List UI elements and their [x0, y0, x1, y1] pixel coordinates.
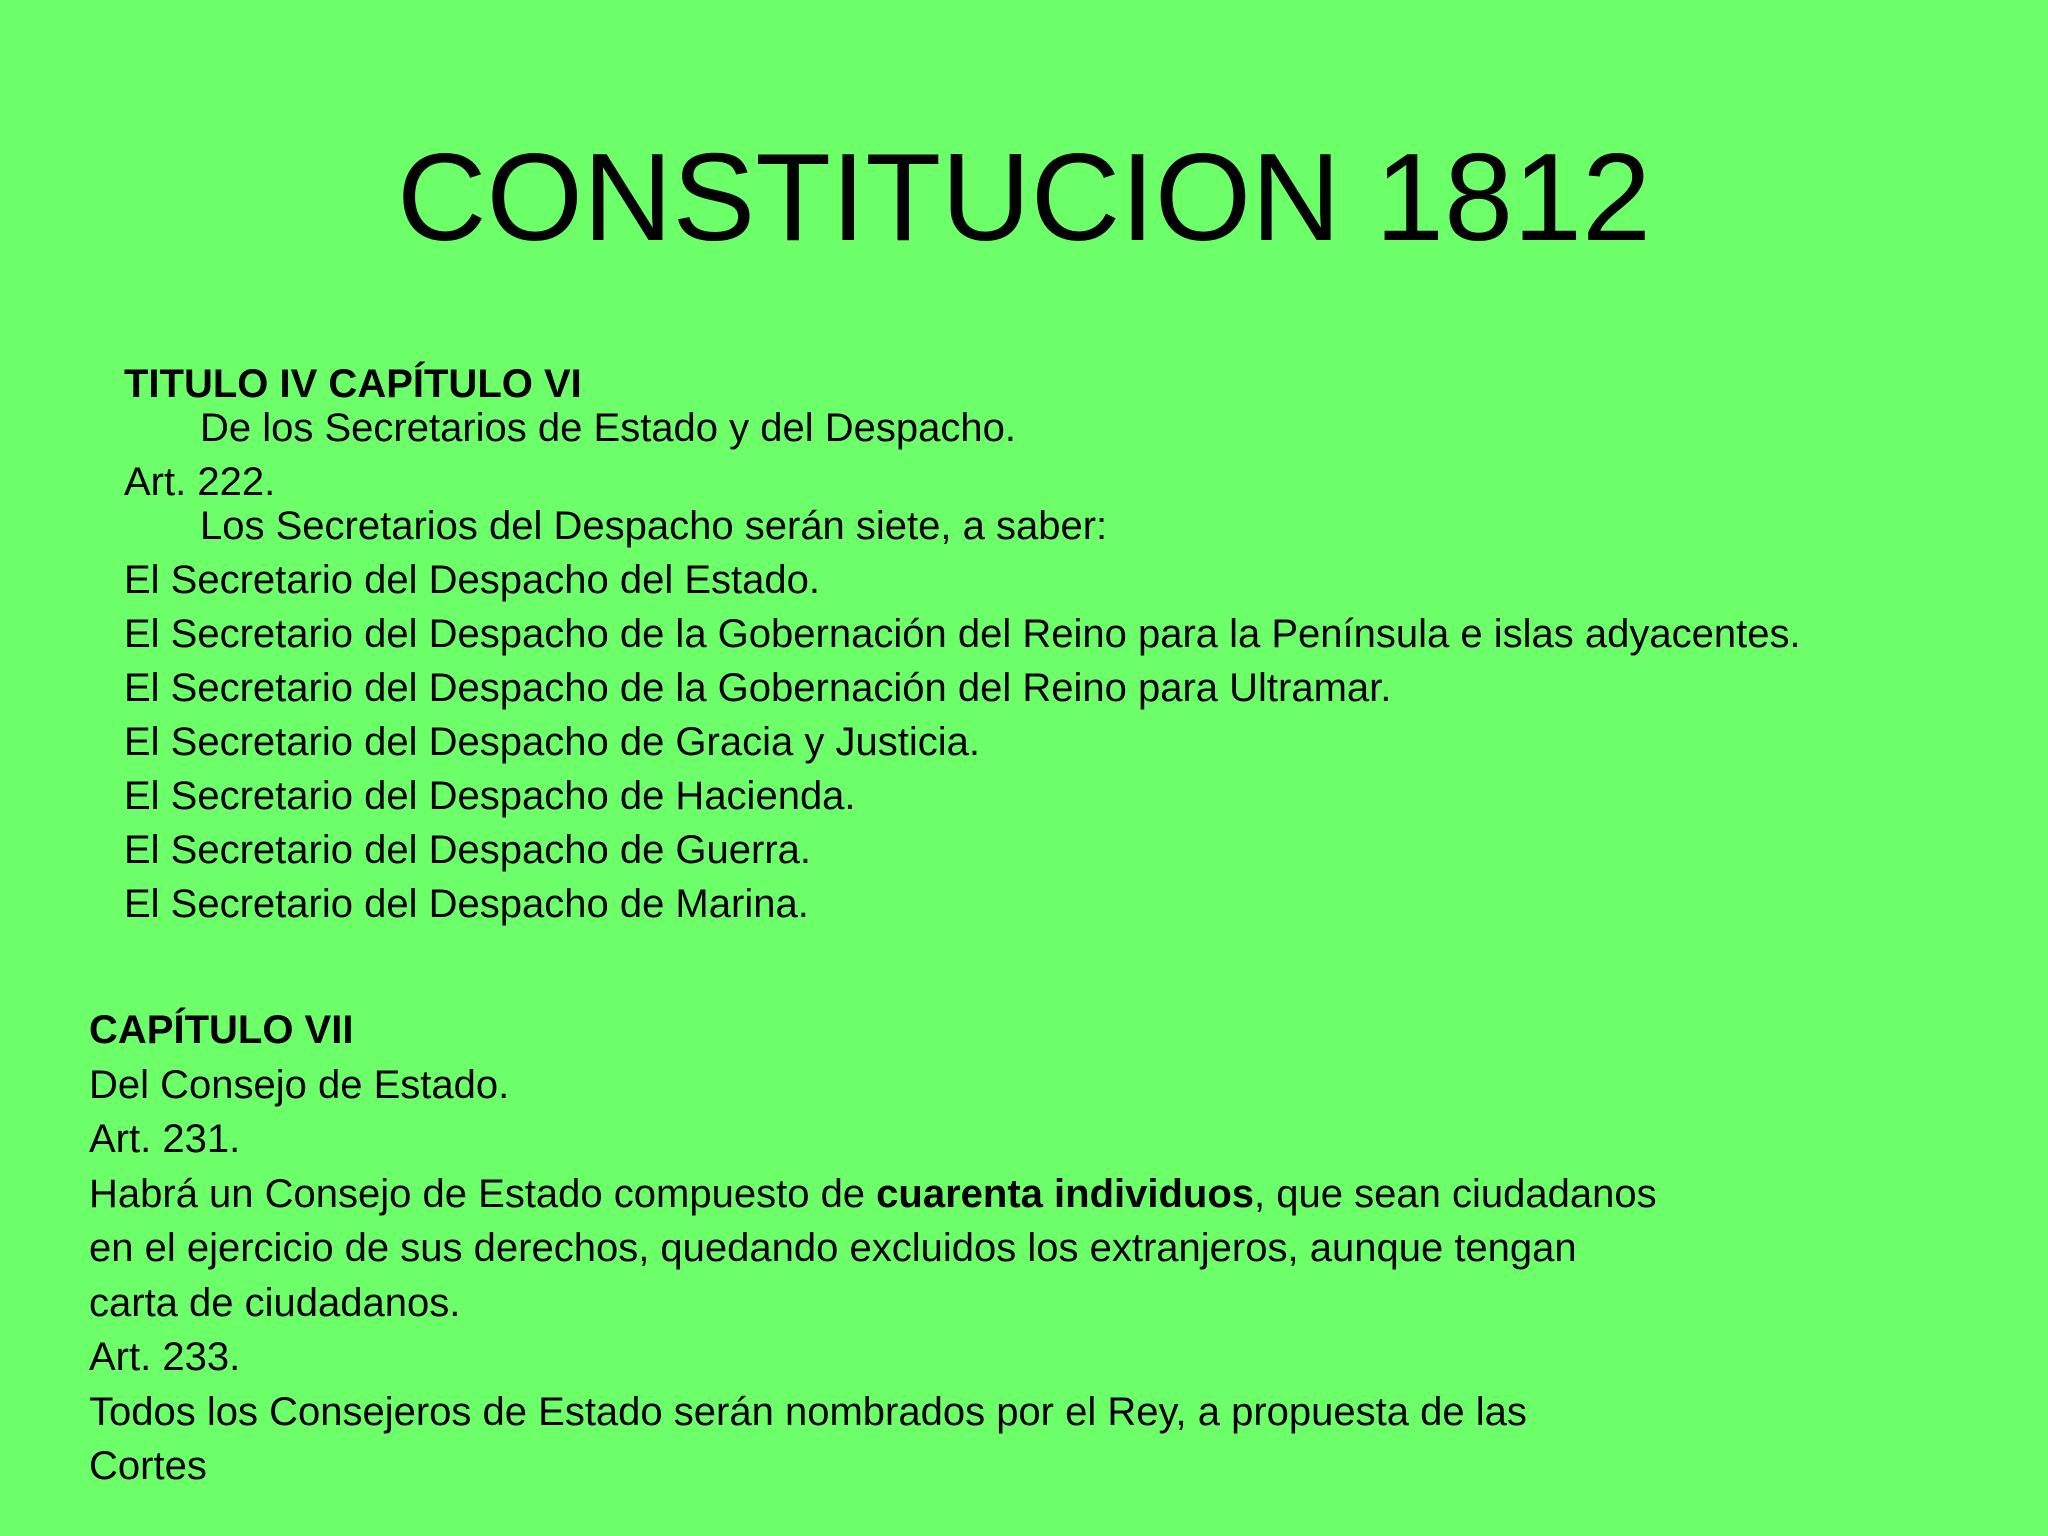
- section-secretarios: [124, 362, 1984, 926]
- list-item: El Secretario del Despacho de Gracia y Justicia.: [124, 720, 980, 764]
- article-intro: Los Secretarios del Despacho serán siete, a saber:: [200, 504, 1108, 548]
- list-item: El Secretario del Despacho de Marina.: [124, 882, 809, 926]
- slide-title: CONSTITUCION 1812: [396, 129, 1652, 267]
- emphasis-text: cuarenta individuos: [876, 1171, 1255, 1216]
- list-item: El Secretario del Despacho de la Gobernación del Reino para la Península e islas adyacentes.: [124, 612, 1801, 656]
- list-item: El Secretario del Despacho del Estado.: [124, 558, 820, 602]
- article-text: Habrá un Consejo de Estado compuesto de: [89, 1171, 877, 1216]
- article-number: Art. 231.: [89, 1117, 241, 1161]
- section-subheading: De los Secretarios de Estado y del Despacho.: [200, 406, 1016, 450]
- article-text-line: en el ejercicio de sus derechos, quedando excluidos los extranjeros, aunque tengan: [89, 1226, 1577, 1270]
- section-consejo: [89, 1003, 1989, 1494]
- section-subheading: Del Consejo de Estado.: [89, 1062, 510, 1107]
- list-item: El Secretario del Despacho de Guerra.: [124, 828, 812, 872]
- article-text-line: Todos los Consejeros de Estado serán nombrados por el Rey, a propuesta de las: [89, 1389, 1527, 1434]
- list-item: El Secretario del Despacho de la Gobernación del Reino para Ultramar.: [124, 666, 1392, 710]
- article-text-line: Cortes: [89, 1444, 207, 1488]
- article-text-line: carta de ciudadanos.: [89, 1280, 461, 1325]
- section-heading: TITULO IV CAPÍTULO VI: [124, 362, 582, 406]
- article-text-line: [89, 1167, 1989, 1222]
- article-text: , que sean ciudadanos: [1254, 1171, 1657, 1216]
- list-item: El Secretario del Despacho de Hacienda.: [124, 774, 856, 818]
- article-number: Art. 233.: [89, 1335, 241, 1379]
- section-heading: CAPÍTULO VII: [89, 1008, 354, 1052]
- article-number: Art. 222.: [124, 460, 276, 504]
